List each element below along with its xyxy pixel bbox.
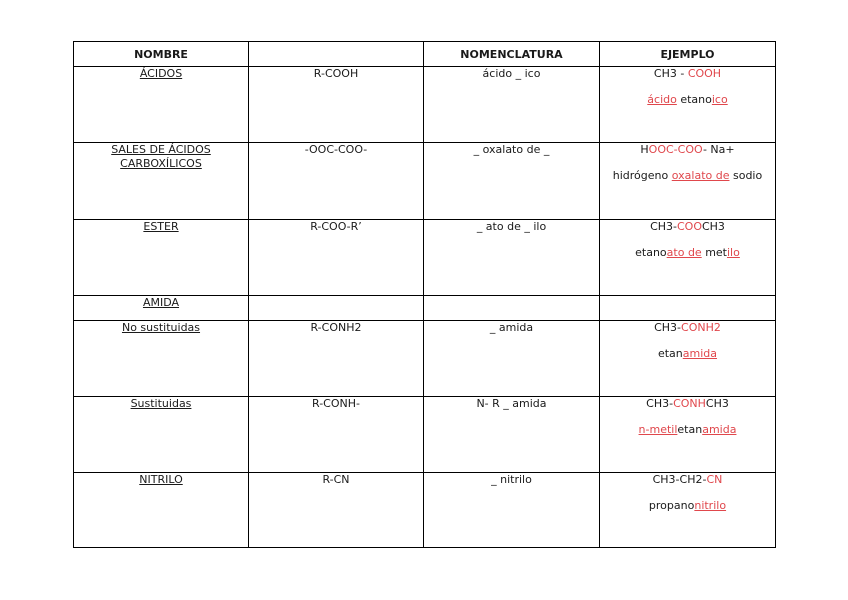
header-nomenclatura: NOMENCLATURA <box>424 42 600 67</box>
example-highlight: CN <box>706 473 723 486</box>
row-name: ESTER <box>143 220 179 233</box>
example-highlight: ato de <box>666 246 702 259</box>
row-formula: -OOC-COO- <box>304 143 368 156</box>
example-highlight: COOH <box>687 67 722 80</box>
row-name: No sustituidas <box>121 321 201 334</box>
cell-nomenclatura <box>424 321 600 397</box>
table-row <box>74 67 776 143</box>
example-highlight: CONH <box>673 397 706 410</box>
cell-ejemplo <box>600 220 776 296</box>
cell-nombre <box>74 67 249 143</box>
example-name <box>604 347 771 361</box>
table-row <box>74 296 776 321</box>
example-highlight: n-metil <box>638 423 678 436</box>
example-highlight: ico <box>711 93 728 106</box>
example-highlight: OOC-COO <box>648 143 703 156</box>
row-nomenclatura: N- R _ amida <box>476 397 547 410</box>
header-ejemplo: EJEMPLO <box>600 42 776 67</box>
example-part: etano <box>676 93 712 106</box>
example-part: CH3- <box>654 321 682 334</box>
example-part: CH3- <box>646 397 674 410</box>
header-formula <box>249 42 424 67</box>
example-name <box>604 499 771 513</box>
header-row <box>74 42 776 67</box>
example-highlight: nitrilo <box>694 499 727 512</box>
example-part: H <box>640 143 649 156</box>
row-name: CARBOXÍLICOS <box>120 157 202 170</box>
cell-nombre <box>74 296 249 321</box>
table-row <box>74 321 776 397</box>
example-name <box>604 246 771 260</box>
cell-formula <box>249 143 424 220</box>
row-formula: R-COO-R’ <box>310 220 362 233</box>
example-formula <box>604 67 771 81</box>
cell-ejemplo <box>600 67 776 143</box>
example-part: CH3-CH2- <box>652 473 707 486</box>
header-nombre: NOMBRE <box>74 42 249 67</box>
table-row <box>74 397 776 473</box>
row-nomenclatura: _ amida <box>489 321 534 334</box>
example-part: CH3- <box>650 220 677 233</box>
cell-nombre <box>74 473 249 548</box>
row-nomenclatura: _ nitrilo <box>491 473 532 486</box>
example-part: - Na+ <box>702 143 735 156</box>
row-formula: R-CONH- <box>312 397 360 410</box>
example-part: hidrógeno <box>612 169 672 182</box>
cell-nomenclatura <box>424 220 600 296</box>
cell-ejemplo <box>600 321 776 397</box>
example-part: met <box>701 246 727 259</box>
table-row <box>74 473 776 548</box>
cell-formula <box>249 296 424 321</box>
example-formula <box>604 143 771 157</box>
example-highlight: amida <box>682 347 718 360</box>
cell-nomenclatura <box>424 296 600 321</box>
row-formula: R-CN <box>322 473 350 486</box>
cell-nombre <box>74 143 249 220</box>
cell-nomenclatura <box>424 473 600 548</box>
example-formula <box>604 220 771 234</box>
cell-ejemplo <box>600 143 776 220</box>
cell-nomenclatura <box>424 397 600 473</box>
example-highlight: ilo <box>727 246 740 259</box>
cell-ejemplo <box>600 296 776 321</box>
example-formula <box>604 397 771 411</box>
example-part: CH3 - <box>653 67 688 80</box>
row-name: SALES DE ÁCIDOS <box>111 143 211 156</box>
nomenclature-table <box>73 41 776 548</box>
example-highlight: COO <box>676 220 702 233</box>
table-row <box>74 220 776 296</box>
cell-nomenclatura <box>424 67 600 143</box>
row-formula: R-COOH <box>313 67 359 80</box>
cell-nombre <box>74 220 249 296</box>
example-highlight: amida <box>702 423 737 436</box>
cell-formula <box>249 67 424 143</box>
example-highlight: ácido <box>647 93 677 106</box>
example-part: propano <box>648 499 695 512</box>
cell-ejemplo <box>600 473 776 548</box>
row-name: NITRILO <box>139 473 183 486</box>
cell-formula <box>249 321 424 397</box>
row-formula: R-CONH2 <box>310 321 362 334</box>
cell-nomenclatura <box>424 143 600 220</box>
example-part: etan <box>677 423 703 436</box>
row-name: ÁCIDOS <box>139 67 183 80</box>
example-highlight: CONH2 <box>681 321 721 334</box>
cell-nombre <box>74 397 249 473</box>
example-name <box>604 93 771 107</box>
cell-formula <box>249 220 424 296</box>
cell-formula <box>249 473 424 548</box>
row-name: Sustituidas <box>130 397 192 410</box>
row-nomenclatura: ácido _ ico <box>482 67 541 80</box>
example-part: etano <box>635 246 667 259</box>
row-nomenclatura: _ oxalato de _ <box>473 143 550 156</box>
row-nomenclatura: _ ato de _ ilo <box>476 220 547 233</box>
example-part: etan <box>657 347 683 360</box>
table-row <box>74 143 776 220</box>
cell-ejemplo <box>600 397 776 473</box>
example-name <box>604 423 771 437</box>
cell-nombre <box>74 321 249 397</box>
example-name <box>604 169 771 183</box>
cell-formula <box>249 397 424 473</box>
row-name: AMIDA <box>142 296 180 309</box>
example-formula <box>604 321 771 335</box>
example-highlight: oxalato de <box>671 169 730 182</box>
example-part: sodio <box>729 169 763 182</box>
example-part: CH3 <box>705 397 729 410</box>
example-formula <box>604 473 771 487</box>
example-part: CH3 <box>701 220 725 233</box>
